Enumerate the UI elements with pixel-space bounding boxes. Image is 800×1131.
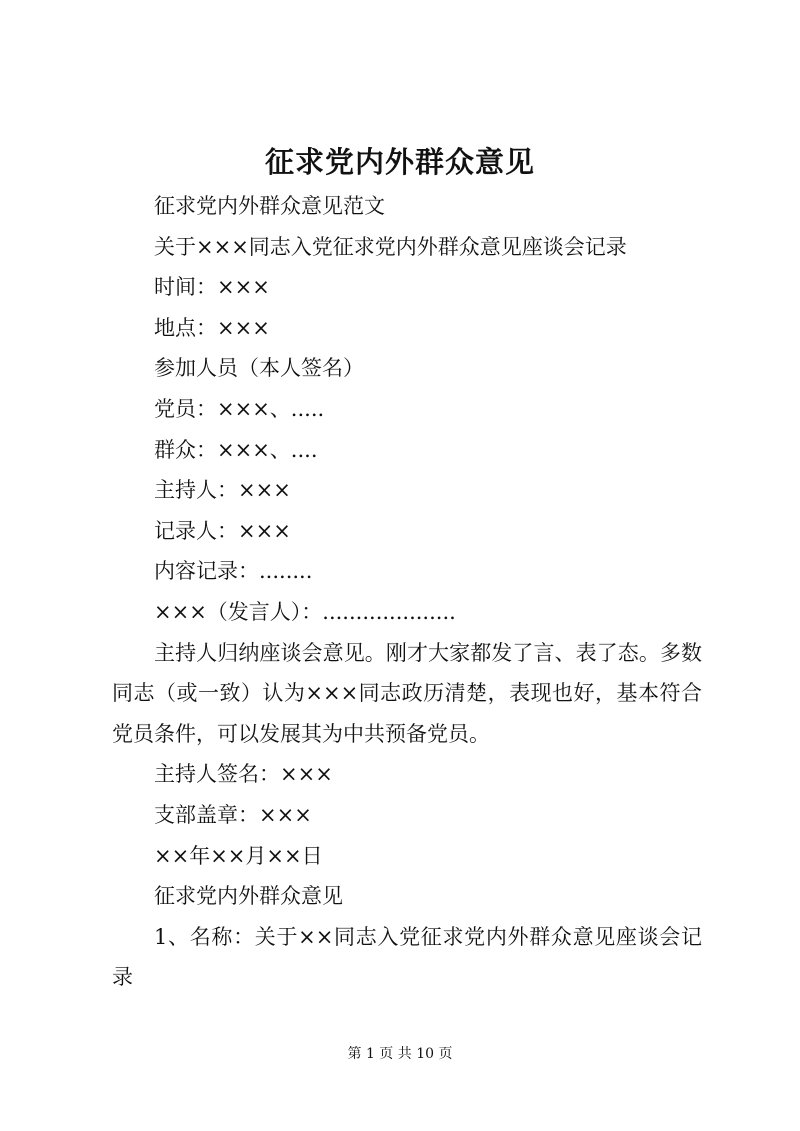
paragraph: 内容记录：........ [154,559,313,584]
paragraph: ×××（发言人）：.................... [154,599,456,624]
paragraph: 1、名称：关于××同志入党征求党内外群众意见座谈会记录 [112,924,702,990]
paragraph: 征求党内外群众意见 [154,884,343,909]
document-body [112,186,702,998]
paragraph: 群众：×××、.... [154,437,318,462]
paragraph: 时间：××× [154,275,270,300]
paragraph: 关于×××同志入党征求党内外群众意见座谈会记录 [154,234,627,259]
paragraph: 支部盖章：××× [154,802,312,827]
paragraph: 主持人签名：××× [154,762,333,787]
paragraph: 主持人：××× [154,478,291,503]
paragraph: 地点：××× [154,315,270,340]
paragraph: 党员：×××、..... [154,396,325,421]
paragraph: ××年××月××日 [154,843,323,868]
page-footer: 第 1 页 共 10 页 [347,1046,453,1062]
paragraph: 参加人员（本人签名） [154,356,364,381]
document-title: 征求党内外群众意见 [264,145,535,179]
paragraph: 征求党内外群众意见范文 [154,194,385,218]
paragraph: 记录人：××× [154,518,291,543]
paragraph: 主持人归纳座谈会意见。刚才大家都发了言、表了态。多数同志（或一致）认为×××同志政历清楚，表现也好，基本符合党员条件，可以发展其为中共预备党员。 [112,640,702,746]
